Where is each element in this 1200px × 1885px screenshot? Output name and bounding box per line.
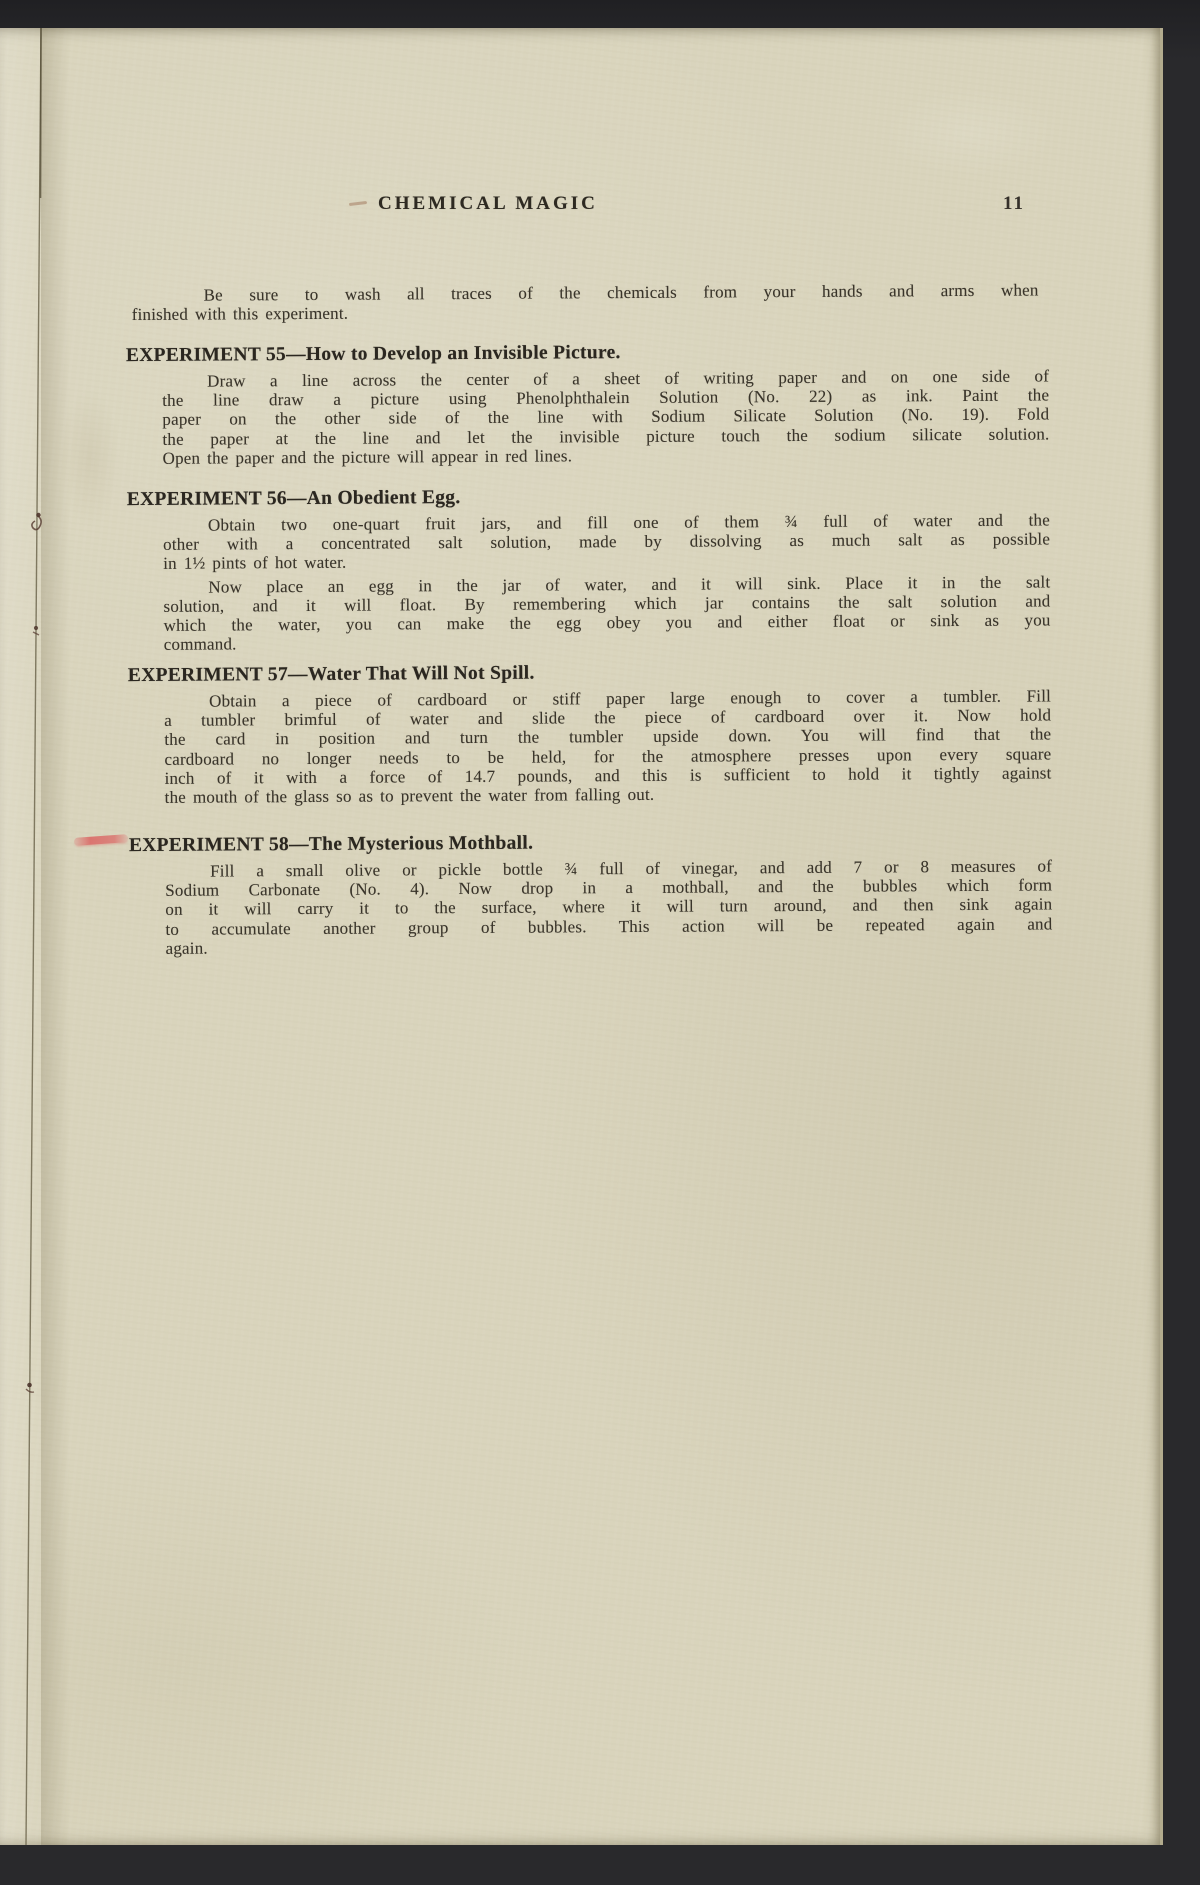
experiment-56-paragraph	[163, 510, 1050, 573]
text-line: cardboard no longer needs to be held, for the atmosphere presses upon every square	[164, 744, 1052, 769]
experiment-58-heading: EXPERIMENT 58—The Mysterious Mothball.	[128, 832, 534, 857]
text-line: Draw a line across the center of a sheet of writing paper and on one side of	[207, 366, 1050, 391]
text-line: the card in position and turn the tumbler upside down. You will find that the	[164, 724, 1052, 750]
text-line: again.	[165, 938, 208, 958]
experiment-55-heading: EXPERIMENT 55—How to Develop an Invisible Picture.	[125, 342, 621, 367]
text-line: the paper at the line and let the invisible picture touch the sodium silicate solution.	[162, 424, 1050, 449]
experiment-57-paragraph	[164, 686, 1052, 807]
text-line: in 1½ pints of hot water.	[163, 553, 347, 574]
experiment-56-section	[127, 482, 1054, 654]
text-line: Sodium Carbonate (No. 4). Now drop in a mothball, and the bubbles which form	[165, 875, 1053, 901]
intro-note-paragraph	[132, 281, 1039, 325]
experiment-56-heading: EXPERIMENT 56—An Obedient Egg.	[126, 487, 461, 511]
page-number: 11	[1003, 193, 1025, 214]
book-page	[0, 28, 1163, 1845]
text-line: other with a concentrated salt solution, made by dissolving as much salt as possible	[163, 529, 1051, 555]
page-content	[0, 22, 1168, 1846]
text-line: the mouth of the glass so as to prevent the water from falling out.	[164, 784, 655, 807]
experiment-57-heading: EXPERIMENT 57—Water That Will Not Spill.	[127, 662, 535, 687]
text-line: solution, and it will float. By remembering which jar contains the salt solution and	[163, 591, 1051, 616]
text-line: command.	[163, 634, 237, 655]
text-line: finished with this experiment.	[131, 304, 349, 325]
text-line: paper on the other side of the line with Sodium Silicate Solution (No. 19). Fold	[162, 404, 1050, 430]
text-line: Now place an egg in the jar of water, and it will sink. Place it in the salt	[208, 572, 1051, 597]
experiment-57-section	[128, 658, 1055, 807]
text-line: on it will carry it to the surface, where it will turn around, and then sink again	[165, 894, 1053, 920]
text-line: to accumulate another group of bubbles. This action will be repeated again and	[165, 914, 1053, 939]
text-line: Obtain two one-quart fruit jars, and fill one of them ¾ full of water and the	[207, 510, 1051, 535]
text-line: Obtain a piece of cardboard or stiff paper large enough to cover a tumbler. Fill	[209, 686, 1052, 711]
text-line: the line draw a picture using Phenolphthalein Solution (No. 22) as ink. Paint the	[162, 385, 1050, 411]
text-line: a tumbler brimful of water and slide the piece of cardboard over it. Now hold	[164, 705, 1052, 731]
text-line: inch of it with a force of 14.7 pounds, and this is sufficient to hold it tightly against	[164, 763, 1052, 788]
text-line: Be sure to wash all traces of the chemicals from your hands and arms when	[203, 280, 1039, 305]
experiment-55-paragraph	[162, 366, 1050, 467]
experiment-55-section	[126, 338, 1053, 468]
running-header: CHEMICAL MAGIC	[378, 193, 598, 214]
experiment-58-paragraph	[165, 856, 1053, 957]
text-line: Open the paper and the picture will appear in red lines.	[162, 446, 573, 468]
text-line: Fill a small olive or pickle bottle ¾ full of vinegar, and add 7 or 8 measures of	[210, 856, 1053, 881]
experiment-58-section	[129, 828, 1056, 958]
text-line: which the water, you can make the egg obey you and either float or sink as you	[163, 610, 1051, 635]
experiment-56-paragraph	[163, 572, 1050, 654]
